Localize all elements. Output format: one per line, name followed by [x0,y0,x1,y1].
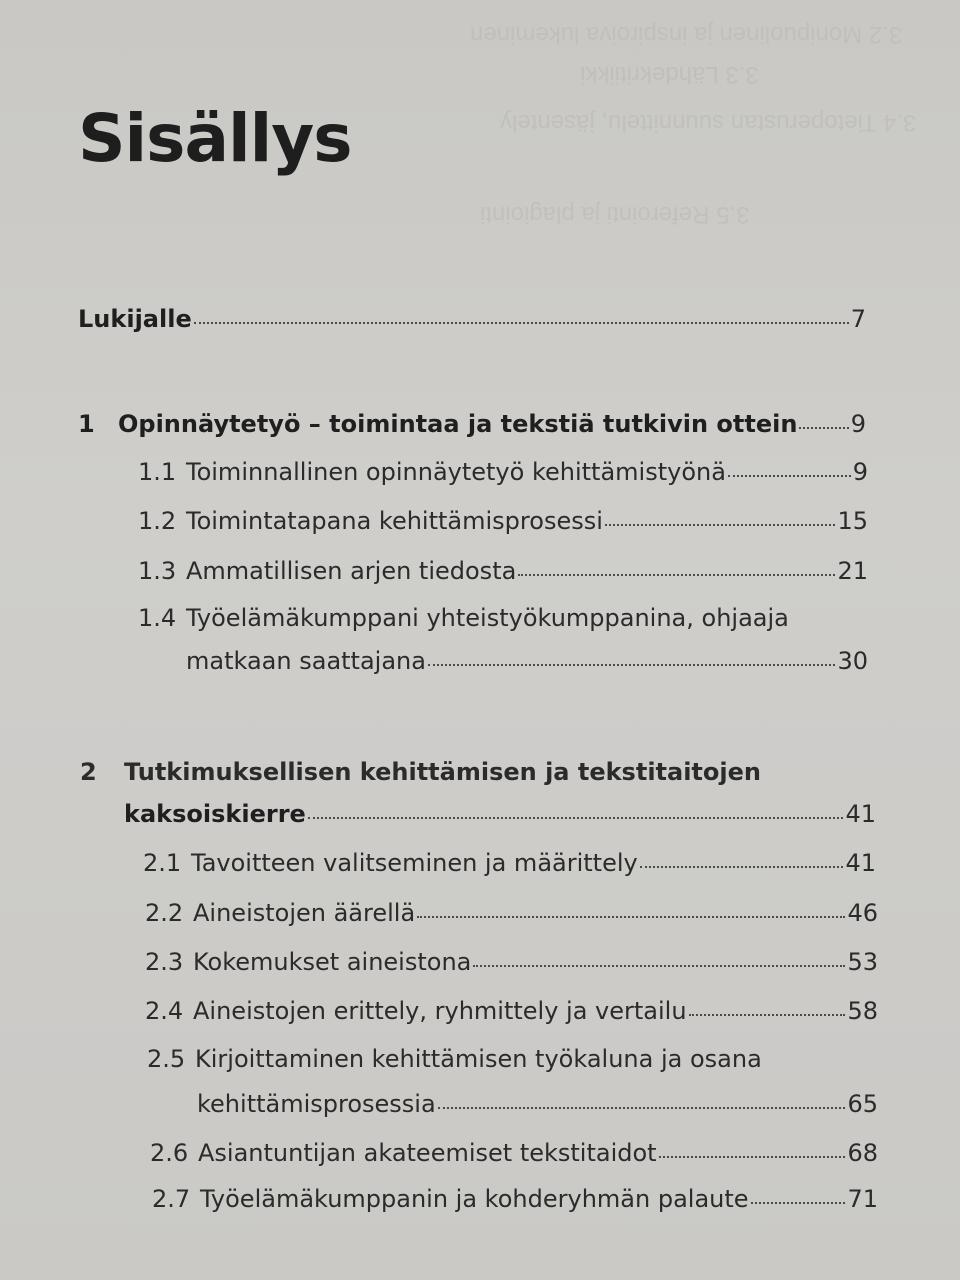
section-number: 2.7 [152,1185,191,1213]
toc-section-1-1[interactable] [138,458,868,486]
section-number: 2.3 [145,948,184,976]
section-title: Ammatillisen arjen tiedosta [186,557,517,585]
section-title-continued: kehittämisprosessia [197,1090,436,1118]
toc-section-2-5-line1[interactable] [147,1045,762,1073]
toc-page-number: 15 [837,507,868,535]
toc-chapter-2-line2[interactable] [124,800,876,828]
toc-page-number: 41 [845,800,876,828]
toc-section-1-4-line1[interactable] [138,604,789,632]
leader-dots [194,322,849,324]
show-through-text: 3.2 Monipuolinen ja inspiroiva lukeminen [470,21,903,48]
leader-dots [308,817,844,819]
leader-dots [659,1156,846,1158]
leader-dots [799,427,848,429]
section-number: 2.2 [145,899,184,927]
section-title: Asiantuntijan akateemiset tekstitaidot [198,1139,657,1167]
toc-section-1-4-line2[interactable] [186,647,868,675]
leader-dots [438,1107,846,1109]
leader-dots [689,1014,846,1016]
show-through-text: 3.5 Referointi ja plagiointi [480,201,750,228]
leader-dots [728,475,851,477]
leader-dots [518,574,835,576]
toc-chapter-2-line1[interactable] [80,758,761,786]
section-number: 1.3 [138,557,177,585]
section-number: 1.4 [138,604,177,632]
toc-chapter-1[interactable] [78,410,866,438]
leader-dots [473,965,845,967]
chapter-title-continued: kaksoiskierre [124,800,306,828]
toc-page-number: 9 [850,410,866,438]
section-title: Toiminnallinen opinnäytetyö kehittämistyönä [186,458,726,486]
section-number: 2.6 [150,1139,189,1167]
section-number: 1.2 [138,507,177,535]
show-through-text: 3.3 Lähdekritiikki [580,61,759,88]
toc-section-1-2[interactable] [138,507,868,535]
toc-section-2-4[interactable] [145,997,878,1025]
toc-page-number: 21 [837,557,868,585]
section-number: 2.1 [143,849,182,877]
section-title: Kokemukset aineistona [193,948,472,976]
section-title: Aineistojen äärellä [193,899,416,927]
leader-dots [428,664,835,666]
toc-page-number: 58 [847,997,878,1025]
leader-dots [605,524,836,526]
toc-section-1-3[interactable] [138,557,868,585]
section-title: Toimintatapana kehittämisprosessi [186,507,603,535]
section-number: 2.4 [145,997,184,1025]
chapter-number: 1 [78,410,95,438]
toc-page-number: 30 [837,647,868,675]
leader-dots [417,916,845,918]
toc-page-number: 7 [850,305,866,333]
chapter-number: 2 [80,758,97,786]
section-title: Tavoitteen valitseminen ja määrittely [191,849,638,877]
section-title: Aineistojen erittely, ryhmittely ja vertailu [193,997,687,1025]
chapter-title: Opinnäytetyö – toimintaa ja tekstiä tutkivin ottein [118,410,798,438]
toc-page-number: 41 [845,849,876,877]
section-number: 2.5 [147,1045,186,1073]
toc-page-number: 71 [847,1185,878,1213]
leader-dots [640,866,844,868]
toc-page-number: 53 [847,948,878,976]
show-through-text: 3.4 Tietoperustan suunnittelu, jäsentely [500,109,917,136]
toc-entry-label: Lukijalle [78,305,192,333]
toc-page-number: 68 [847,1139,878,1167]
section-title: Kirjoittaminen kehittämisen työkaluna ja osana [195,1045,762,1073]
page-title: Sisällys [78,100,352,177]
section-title: Työelämäkumppanin ja kohderyhmän palaute [200,1185,749,1213]
toc-section-2-6[interactable] [150,1139,878,1167]
toc-section-2-2[interactable] [145,899,878,927]
section-title: Työelämäkumppani yhteistyökumppanina, ohjaaja [186,604,789,632]
toc-section-2-3[interactable] [145,948,878,976]
section-number: 1.1 [138,458,177,486]
toc-page-number: 9 [852,458,868,486]
leader-dots [751,1202,846,1204]
toc-page-number: 46 [847,899,878,927]
chapter-title: Tutkimuksellisen kehittämisen ja tekstitaitojen [124,758,761,786]
toc-section-2-1[interactable] [143,849,876,877]
section-title-continued: matkaan saattajana [186,647,426,675]
toc-entry-preface[interactable] [78,305,866,333]
toc-section-2-7[interactable] [152,1185,878,1213]
toc-section-2-5-line2[interactable] [197,1090,878,1118]
toc-page-number: 65 [847,1090,878,1118]
